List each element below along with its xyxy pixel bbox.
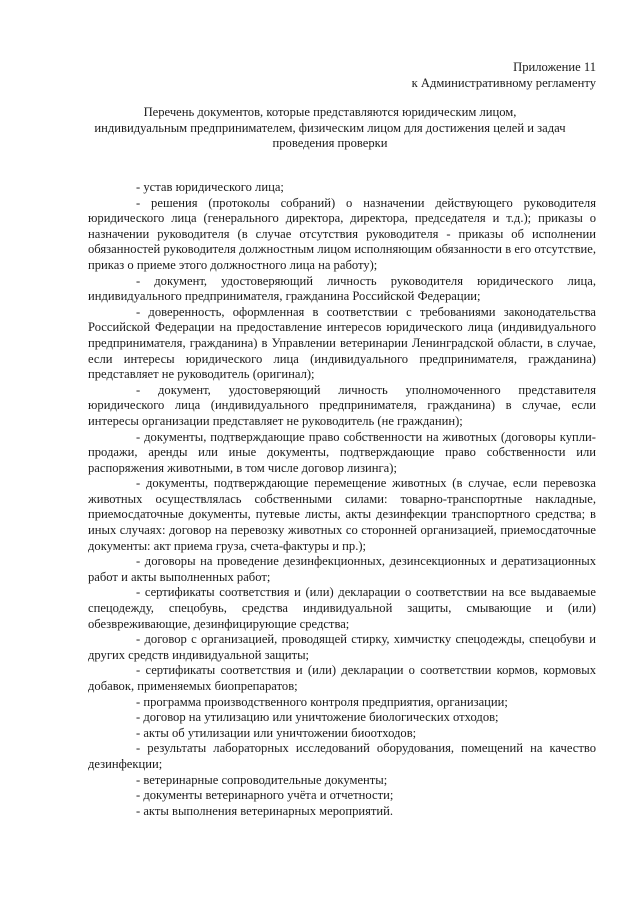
list-item: - программа производственного контроля предприятия, организации; <box>136 694 508 709</box>
list-item: - сертификаты соответствия и (или) декларации о соответствии на все выдаваемые спецодежду, спецобувь, средства индивидуальной защиты, смывающие и (или) обезвреживающие, дезинфицирующие средства; <box>88 585 596 631</box>
list-item: - документы, подтверждающие перемещение животных (в случае, если перевозка животных осуществлялась собственными силами: товарно-транспортные накладные, приемосдаточные документы, путевые листы, акты дезинфекции транспортного средства; в иных случаях: договор на перевозку животных со сторонней организацией, приемосдаточные документы: акт приема груза, счета-фактуры и пр.); <box>88 476 596 553</box>
list-item: - решения (протоколы собраний) о назначении действующего руководителя юридического лица (генерального директора, директора, председателя и т.д.); приказы о назначении руководителя (в случае отсутствия руководителя - приказы об исполнении обязанностей руководителя должностным лицом исполняющим обязанности в его отсутствие, приказ о приеме этого должностного лица на работу); <box>88 195 596 272</box>
list-item: - документы, подтверждающие право собственности на животных (договоры купли-продажи, аренды или иные документы, подтверждающие право собственности или распоряжения животными, в том числе договор лизинга); <box>88 429 596 475</box>
appendix-regulation: к Административному регламенту <box>411 75 596 90</box>
list-item: - сертификаты соответствия и (или) декларации о соответствии кормов, кормовых добавок, применяемых биопрепаратов; <box>88 663 596 693</box>
appendix-reference <box>412 60 596 91</box>
appendix-number: Приложение 11 <box>513 60 596 74</box>
title-line-2: индивидуальным предпринимателем, физическим лицом для достижения целей и задач <box>94 120 566 135</box>
document-title <box>70 105 590 152</box>
document-list <box>88 180 596 819</box>
list-item: - ветеринарные сопроводительные документы; <box>136 772 388 787</box>
list-item: - договоры на проведение дезинфекционных, дезинсекционных и дератизационных работ и акты выполненных работ; <box>88 554 596 584</box>
list-item: - акты об утилизации или уничтожении биоотходов; <box>136 725 417 740</box>
title-line-1: Перечень документов, которые представляются юридическим лицом, <box>143 105 517 119</box>
list-item: - договор с организацией, проводящей стирку, химчистку спецодежды, спецобуви и других средств индивидуальной защиты; <box>88 632 596 662</box>
list-item: - акты выполнения ветеринарных мероприятий. <box>136 803 394 818</box>
list-item: - документ, удостоверяющий личность уполномоченного представителя юридического лица (индивидуального предпринимателя, гражданина) в случае, если интересы организации представляет не руководитель (не гражданин); <box>88 382 596 428</box>
list-item: - устав юридического лица; <box>136 180 284 194</box>
list-item: - результаты лабораторных исследований оборудования, помещений на качество дезинфекции; <box>88 741 596 771</box>
list-item: - доверенность, оформленная в соответствии с требованиями законодательства Российской Федерации на предоставление интересов юридического лица (индивидуального предпринимателя, гражданина) в Управлении ветеринарии Ленинградской области, в случае, если интересы юридического лица (индивидуального предпринимателя, гражданина) представляет не руководитель (оригинал); <box>88 304 596 382</box>
list-item: - документы ветеринарного учёта и отчетности; <box>136 788 394 803</box>
list-item: - документ, удостоверяющий личность руководителя юридического лица, индивидуального предпринимателя, гражданина Российской Федерации; <box>88 273 596 304</box>
list-item: - договор на утилизацию или уничтожение биологических отходов; <box>136 710 499 725</box>
title-line-3: проведения проверки <box>272 136 388 150</box>
